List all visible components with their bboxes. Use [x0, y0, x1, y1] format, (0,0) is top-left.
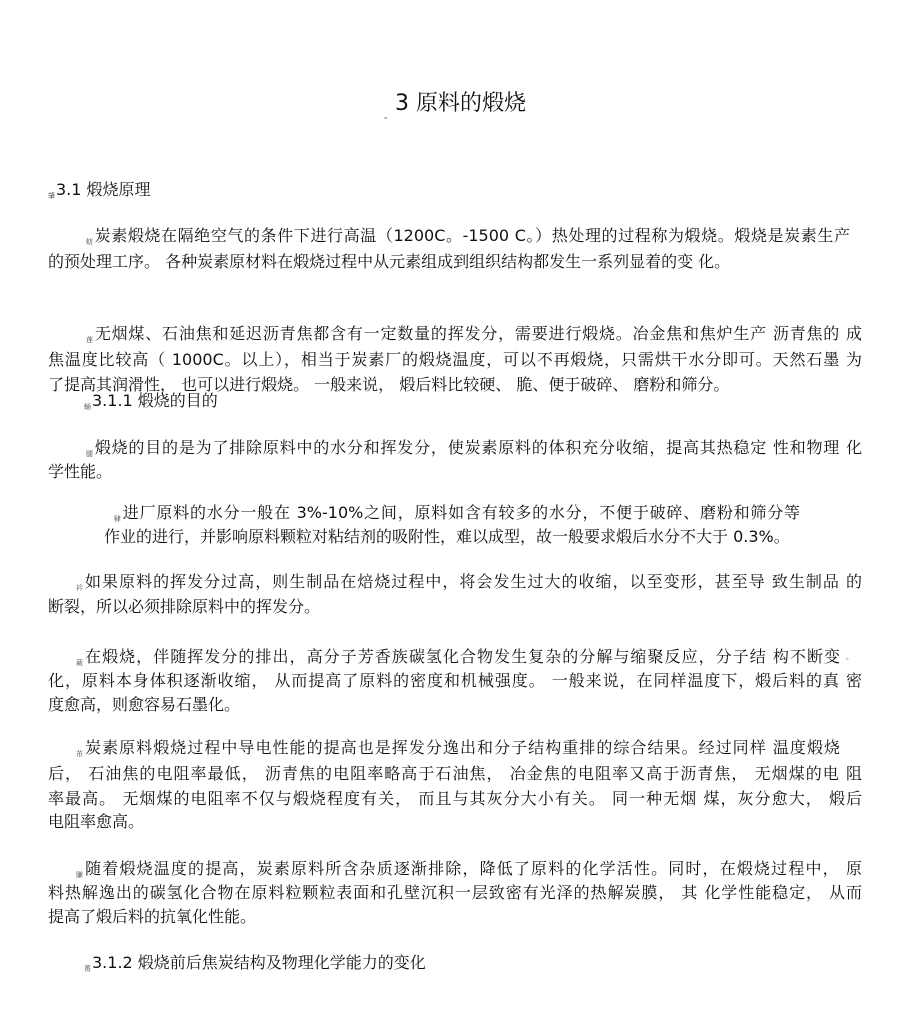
marker: 蛹: [84, 403, 91, 411]
page-title: 3 原料的煅烧: [395, 91, 526, 116]
paragraph-line: 断裂，所以必须排除原料中的挥发分。: [48, 597, 321, 616]
marker: 莲: [86, 336, 94, 344]
line-text: 如果原料的挥发分过高，则生制品在焙烧过程中，将会发生过大的收缩，以至变形，甚至导 致生制品 的: [85, 572, 862, 591]
paragraph-line: 度愈高，则愈容易石墨化。: [48, 695, 241, 714]
paragraph-line: 化，原料本身体积逐渐收缩， 从而提高了原料的密度和机械强度。 一般来说，在同样温度下，煅后料的真 密: [48, 671, 862, 690]
marker: 肇: [48, 192, 55, 200]
marker: 芇: [76, 750, 85, 758]
line-text: 炭素煅烧在隔绝空气的条件下进行高温（1200C。-1500 C。）热处理的过程称为煅烧。煅烧是炭素生产: [94, 226, 850, 245]
stray-mark: ": [384, 116, 388, 124]
marker: 蒉: [84, 965, 91, 973]
section-heading-3-1-2: [84, 953, 426, 979]
marker: 蚄: [86, 238, 94, 246]
section-heading-3-1-1: [84, 391, 218, 417]
paragraph-line: 电阻率愈高。: [48, 812, 145, 831]
line-text: 无烟煤、石油焦和延迟沥青焦都含有一定数量的挥发分，需要进行煅烧。冶金焦和焦炉生产 沥青焦的 成: [94, 324, 862, 343]
section-heading-3-1: [48, 180, 151, 206]
paragraph-line: [76, 647, 840, 673]
paragraph-line: [86, 324, 862, 350]
paragraph-line: 后， 石油焦的电阻率最低， 沥青焦的电阻率略高于石油焦， 冶金焦的电阻率又高于沥青焦， 无烟煤的电 阻: [48, 764, 862, 783]
stray-mark: 。: [846, 653, 853, 661]
marker: 腿: [86, 450, 94, 458]
marker: 肄: [114, 515, 122, 523]
paragraph-line: [76, 859, 862, 885]
paragraph-line: 焦温度比较高（ 1000C。以上），相当于炭素厂的煅烧温度，可以不再煅烧，只需烘干水分即可。天然石墨 为: [48, 350, 862, 369]
paragraph-line: 提高了煅后料的抗氧化性能。: [48, 907, 257, 926]
paragraph-line: 料热解逸出的碳氢化合物在原料粒颗粒表面和孔壁沉积一层致密有光泽的热解炭膜， 其 化学性能稳定， 从而: [48, 883, 862, 902]
line-text: 炭素原料煅烧过程中导电性能的提高也是挥发分逸出和分子结构重排的综合结果。经过同样 温度煅烧: [85, 738, 840, 757]
paragraph-line: [114, 503, 800, 529]
paragraph-line: [86, 438, 862, 464]
heading-text: 3.1.1 煅烧的目的: [92, 391, 218, 410]
line-text: 煅烧的目的是为了排除原料中的水分和挥发分，使炭素原料的体积充分收缩，提高其热稳定 性和物理 化: [94, 438, 862, 457]
marker: 葳: [76, 659, 85, 667]
paragraph-line: 作业的进行，并影响原料颗粒对粘结剂的吸附性，难以成型，故一般要求煅后水分不大于 0.3%。: [104, 527, 790, 546]
line-text: 随着煅烧温度的提高，炭素原料所含杂质逐渐排除，降低了原料的化学活性。同时，在煅烧过程中， 原: [85, 859, 862, 878]
heading-text: 3.1.2 煅烧前后焦炭结构及物理化学能力的变化: [92, 953, 426, 972]
marker: 衿: [76, 584, 85, 592]
paragraph-line: 的预处理工序。 各种炭素原材料在煅烧过程中从元素组成到组织结构都发生一系列显着的变 化。: [48, 252, 731, 271]
line-text: 进厂原料的水分一般在 3%-10%之间，原料如含有较多的水分，不便于破碎、磨粉和筛分等: [122, 503, 800, 522]
line-text: 在煅烧，伴随挥发分的排出，高分子芳香族碳氢化合物发生复杂的分解与缩聚反应，分子结 构不断变: [85, 647, 840, 666]
paragraph-line: 率最高。 无烟煤的电阻率不仅与煅烧程度有关， 而且与其灰分大小有关。 同一种无烟 煤，灰分愈大， 煅后: [48, 789, 862, 808]
heading-text: 3.1 煅烧原理: [56, 180, 151, 199]
paragraph-line: [76, 572, 862, 598]
paragraph-line: 了提高其润滑性， 也可以进行煅烧。 一般来说， 煅后料比较硬、 脆、便于破碎、 磨粉和筛分。: [48, 375, 730, 394]
paragraph-line: [76, 738, 840, 764]
marker: 膁: [76, 871, 85, 879]
paragraph-line: [86, 226, 850, 252]
paragraph-line: 学性能。: [48, 462, 113, 481]
